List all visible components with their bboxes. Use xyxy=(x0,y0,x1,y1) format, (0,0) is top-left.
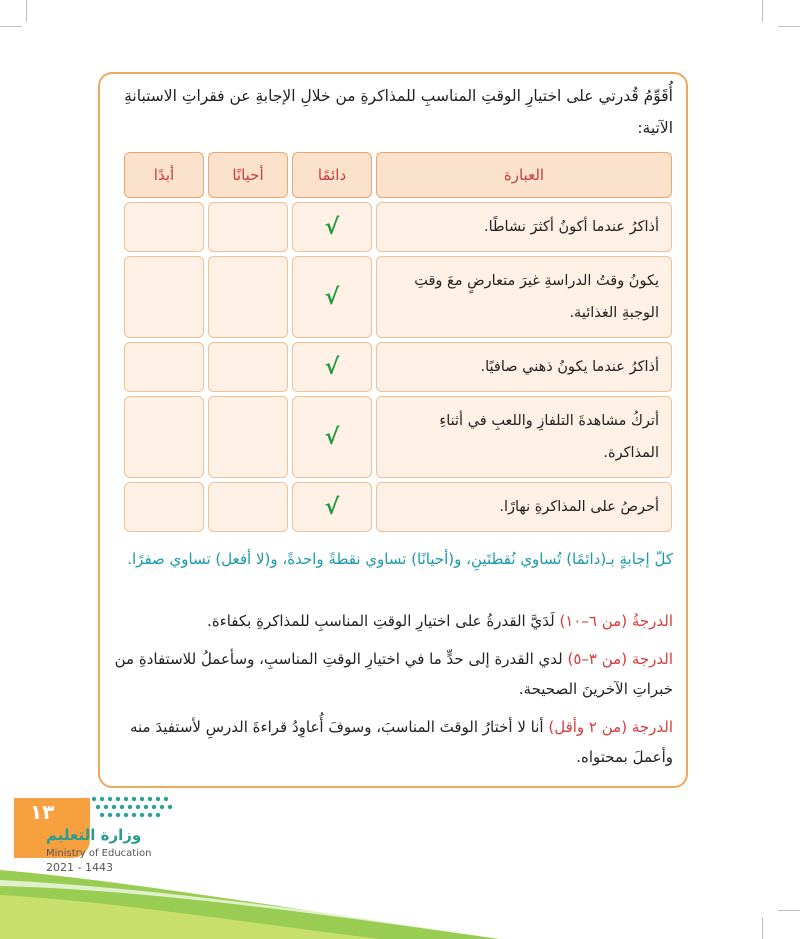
intro-text: أُقَوِّمُ قُدرتي على اختيارِ الوقتِ المناسبِ للمذاكرةِ من خلالِ الإجابةِ عن فقراتِ الاستبانةِ الآتية: xyxy=(124,87,673,137)
never-cell[interactable] xyxy=(124,482,204,532)
statement-cell: يكونُ وقتُ الدراسةِ غيرَ متعارضٍ معَ وقتِ الوجبةِ الغذائية. xyxy=(376,256,672,338)
sometimes-cell[interactable] xyxy=(208,342,288,392)
header-never: أبدًا xyxy=(124,152,204,198)
header-sometimes: أحيانًا xyxy=(208,152,288,198)
score-band-high-text: لَدَيَّ القدرةُ على اختيارِ الوقتِ المناسبِ للمذاكرةِ بكفاءة. xyxy=(207,612,555,630)
ministry-logo-dots-icon xyxy=(88,793,178,825)
crop-mark xyxy=(0,26,22,27)
page-number: ١٣ xyxy=(30,800,55,824)
always-cell[interactable] xyxy=(292,342,372,392)
statement-cell: أذاكرُ عندما يكونُ ذهني صافيًا. xyxy=(376,342,672,392)
edition-year: 2021 - 1443 xyxy=(46,861,113,874)
check-mark-icon: √ xyxy=(324,494,340,520)
always-cell[interactable] xyxy=(292,482,372,532)
statement-cell: أتركُ مشاهدةَ التلفازِ واللعبِ في أثناءِ المذاكرة. xyxy=(376,396,672,478)
sometimes-cell[interactable] xyxy=(208,256,288,338)
crop-mark xyxy=(26,0,27,22)
crop-mark xyxy=(762,0,763,22)
sometimes-cell[interactable] xyxy=(208,202,288,252)
sometimes-cell[interactable] xyxy=(208,396,288,478)
always-cell[interactable] xyxy=(292,256,372,338)
check-mark-icon: √ xyxy=(324,354,340,380)
table-row xyxy=(124,396,672,478)
header-statement: العبارة xyxy=(376,152,672,198)
never-cell[interactable] xyxy=(124,256,204,338)
header-always: دائمًا xyxy=(292,152,372,198)
score-band-mid-label: الدرجة (من ٣–٥) xyxy=(567,650,673,668)
score-band-high-label: الدرجةُ (من ٦–١٠) xyxy=(559,612,673,630)
table-row xyxy=(124,256,672,338)
score-band-low-label: الدرجة (من ٢ وأقل) xyxy=(548,718,673,736)
table-row xyxy=(124,342,672,392)
check-mark-icon: √ xyxy=(324,284,340,310)
check-mark-icon: √ xyxy=(324,424,340,450)
ministry-name-ar: وزارة التعليم xyxy=(46,826,142,844)
score-band-low-text: أنا لا أختارُ الوقتَ المناسبَ، وسوفَ أُعاوِدُ قراءةَ الدرسِ لأستفيدَ منه وأعملَ بمحتواه. xyxy=(129,718,673,766)
table-row xyxy=(124,202,672,252)
scoring-rule: كلّ إجابةٍ بـ(دائمًا) تُساوي نُقطتَينِ، و(أحيانًا) تساوي نقطةً واحدةً، و(لا أفعل) تساوي صفرًا. xyxy=(127,550,673,568)
crop-mark xyxy=(778,26,800,27)
never-cell[interactable] xyxy=(124,342,204,392)
never-cell[interactable] xyxy=(124,396,204,478)
statement-cell: أذاكرُ عندما أكونُ أكثرَ نشاطًا. xyxy=(376,202,672,252)
sometimes-cell[interactable] xyxy=(208,482,288,532)
statement-cell: أحرصُ على المذاكرةِ نهارًا. xyxy=(376,482,672,532)
score-band-high xyxy=(108,606,673,636)
check-mark-icon: √ xyxy=(324,214,340,240)
score-band-low xyxy=(108,712,673,772)
always-cell[interactable] xyxy=(292,396,372,478)
score-band-mid-text: لدي القدرة إلى حدٍّ ما في اختيارِ الوقتِ المناسبِ، وسأعملُ للاستفادةِ من خبراتِ الآخرينَ الصحيحة. xyxy=(114,650,673,698)
never-cell[interactable] xyxy=(124,202,204,252)
table-row xyxy=(124,482,672,532)
always-cell[interactable] xyxy=(292,202,372,252)
self-assessment-table xyxy=(120,148,676,536)
score-band-mid xyxy=(108,644,673,704)
ministry-name-en: Ministry of Education xyxy=(46,848,152,859)
